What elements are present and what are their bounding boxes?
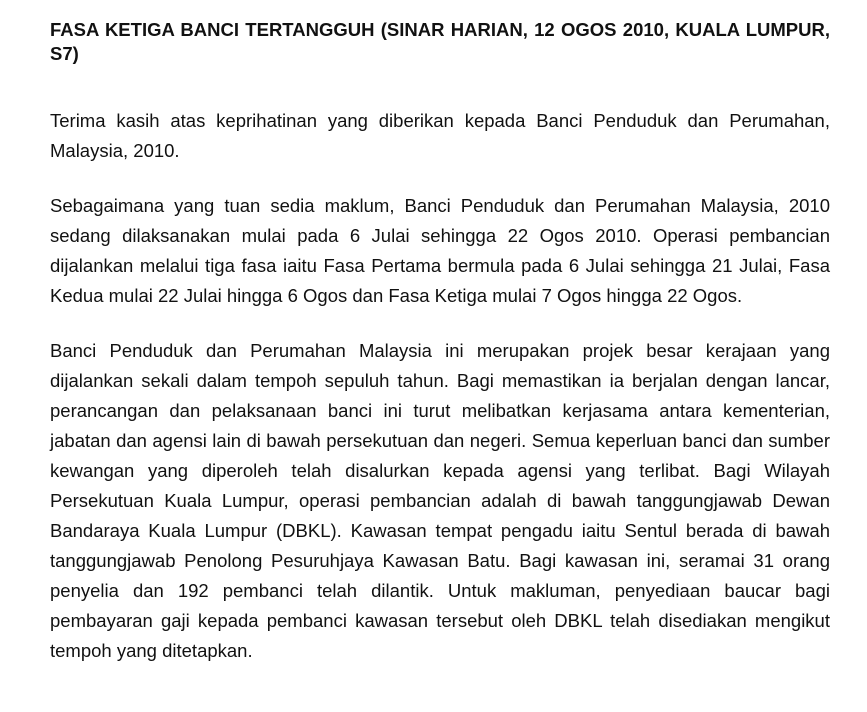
- paragraph-2: Sebagaimana yang tuan sedia maklum, Banci Penduduk dan Perumahan Malaysia, 2010 sedang dilaksanakan mulai pada 6 Julai sehingga 22 Ogos 2010. Operasi pembancian dijalankan melalui tiga fasa iaitu Fasa Pertama bermula pada 6 Julai sehingga 21 Julai, Fasa Kedua mulai 22 Julai hingga 6 Ogos dan Fasa Ketiga mulai 7 Ogos hingga 22 Ogos.: [50, 195, 830, 306]
- document-page: [50, 18, 830, 691]
- paragraph-3: Banci Penduduk dan Perumahan Malaysia ini merupakan projek besar kerajaan yang dijalankan sekali dalam tempoh sepuluh tahun. Bagi memastikan ia berjalan dengan lancar, perancangan dan pelaksanaan banci ini turut melibatkan kerjasama antara kementerian, jabatan dan agensi lain di bawah persekutuan dan negeri. Semua keperluan banci dan sumber kewangan yang diperoleh telah disalurkan kepada agensi yang terlibat. Bagi Wilayah Persekutuan Kuala Lumpur, operasi pembancian adalah di bawah tanggungjawab Dewan Bandaraya Kuala Lumpur (DBKL). Kawasan tempat pengadu iaitu Sentul berada di bawah tanggungjawab Penolong Pesuruhjaya Kawasan Batu. Bagi kawasan ini, seramai 31 orang penyelia dan 192 pembanci telah dilantik. Untuk makluman, penyediaan baucar bagi pembayaran gaji kepada pembanci kawasan tersebut oleh DBKL telah disediakan mengikut tempoh yang ditetapkan.: [50, 340, 830, 661]
- document-title: FASA KETIGA BANCI TERTANGGUH (SINAR HARIAN, 12 OGOS 2010, KUALA LUMPUR, S7): [50, 19, 830, 64]
- paragraph-1: Terima kasih atas keprihatinan yang diberikan kepada Banci Penduduk dan Perumahan, Malaysia, 2010.: [50, 110, 830, 161]
